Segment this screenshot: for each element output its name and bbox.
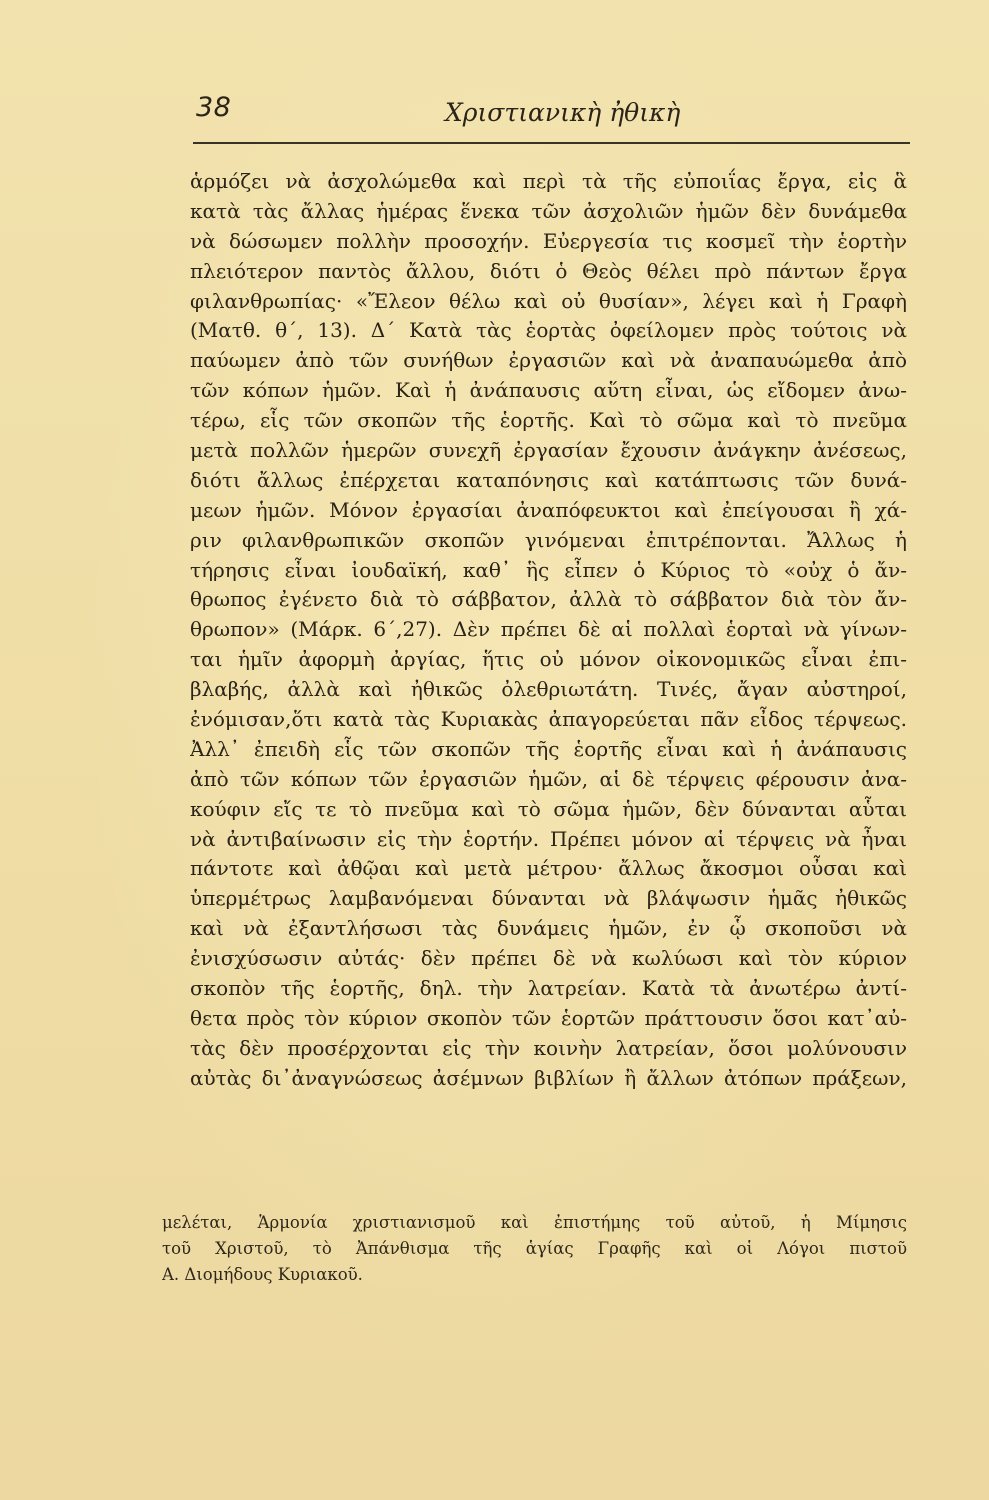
body-line: ἐνόμισαν,ὅτι κατὰ τὰς Κυριακὰς ἀπαγορεύεται πᾶν εἶδος τέρψεως. bbox=[190, 707, 907, 732]
body-line: θρωπον» (Μάρκ. 6΄,27). Δὲν πρέπει δὲ αἱ πολλαὶ ἑορταὶ νὰ γίνων- bbox=[190, 617, 907, 642]
body-line: σκοπὸν τῆς ἑορτῆς, δηλ. τὴν λατρείαν. Κατὰ τὰ ἀνωτέρω ἀντί- bbox=[190, 976, 907, 1001]
body-line: τήρησις εἶναι ἰουδαϊκή, καθ᾽ ἣς εἶπεν ὁ Κύριος τὸ «οὐχ ὁ ἄν- bbox=[190, 557, 907, 582]
body-line: αὐτὰς δι᾽ἀναγνώσεως ἀσέμνων βιβλίων ἢ ἄλλων ἀτόπων πράξεων, bbox=[190, 1065, 907, 1090]
body-line: νὰ δώσωμεν πολλὴν προσοχήν. Εὐεργεσία τις κοσμεῖ τὴν ἑορτὴν bbox=[190, 228, 907, 253]
page-number: 38 bbox=[196, 92, 232, 123]
body-line: βλαβής, ἀλλὰ καὶ ἠθικῶς ὀλεθριωτάτη. Τινές, ἄγαν αὐστηροί, bbox=[190, 677, 907, 702]
body-line: θετα πρὸς τὸν κύριον σκοπὸν τῶν ἑορτῶν πράττουσιν ὅσοι κατ᾽αὐ- bbox=[190, 1005, 907, 1030]
body-line: παύωμεν ἀπὸ τῶν συνήθων ἐργασιῶν καὶ νὰ ἀναπαυώμεθα ἀπὸ bbox=[190, 348, 907, 373]
footnote bbox=[162, 1210, 907, 1288]
body-line: ὑπερμέτρως λαμβανόμεναι δύνανται νὰ βλάψωσιν ἡμᾶς ἠθικῶς bbox=[190, 886, 907, 911]
body-line: ἐνισχύσωσιν αὐτάς· δὲν πρέπει δὲ νὰ κωλύωσι καὶ τὸν κύριον bbox=[190, 946, 907, 971]
footnote-line: τοῦ Χριστοῦ, τὸ Ἀπάνθισμα τῆς ἁγίας Γραφῆς καὶ οἱ Λόγοι πιστοῦ bbox=[162, 1239, 907, 1258]
body-line: τέρω, εἷς τῶν σκοπῶν τῆς ἑορτῆς. Καὶ τὸ σῶμα καὶ τὸ πνεῦμα bbox=[190, 408, 907, 433]
body-line: νὰ ἀντιβαίνωσιν εἰς τὴν ἑορτήν. Πρέπει μόνον αἱ τέρψεις νὰ ἦναι bbox=[190, 826, 907, 851]
body-line: διότι ἄλλως ἐπέρχεται καταπόνησις καὶ κατάπτωσις τῶν δυνά- bbox=[190, 467, 907, 492]
body-line: ἀπὸ τῶν κόπων τῶν ἐργασιῶν ἡμῶν, αἱ δὲ τέρψεις φέρουσιν ἀνα- bbox=[190, 766, 907, 791]
running-head: Χριστιανικὴ ἠθικὴ bbox=[445, 98, 681, 127]
header-rule bbox=[193, 142, 910, 144]
body-line: ται ἡμῖν ἀφορμὴ ἀργίας, ἥτις οὐ μόνον οἰκονομικῶς εἶναι ἐπι- bbox=[190, 647, 907, 672]
body-line: μεων ἡμῶν. Μόνον ἐργασίαι ἀναπόφευκτοι καὶ ἐπείγουσαι ἢ χά- bbox=[190, 497, 907, 522]
footnote-line: μελέται, Ἁρμονία χριστιανισμοῦ καὶ ἐπιστήμης τοῦ αὐτοῦ, ἡ Μίμησις bbox=[162, 1213, 907, 1232]
body-text bbox=[190, 167, 907, 1094]
body-line: πλειότερον παντὸς ἄλλου, διότι ὁ Θεὸς θέλει πρὸ πάντων ἔργα bbox=[190, 258, 907, 283]
body-line: κατὰ τὰς ἄλλας ἡμέρας ἕνεκα τῶν ἀσχολιῶν ἡμῶν δὲν δυνάμεθα bbox=[190, 198, 907, 223]
body-line: μετὰ πολλῶν ἡμερῶν συνεχῆ ἐργασίαν ἔχουσιν ἀνάγκην ἀνέσεως, bbox=[190, 438, 907, 463]
body-line: ἁρμόζει νὰ ἀσχολώμεθα καὶ περὶ τὰ τῆς εὐποιΐας ἔργα, εἰς ἃ bbox=[190, 169, 907, 193]
body-line: τὰς δὲν προσέρχονται εἰς τὴν κοινὴν λατρείαν, ὅσοι μολύνουσιν bbox=[190, 1035, 907, 1060]
body-line: Ἀλλ᾽ ἐπειδὴ εἷς τῶν σκοπῶν τῆς ἑορτῆς εἶναι καὶ ἡ ἀνάπαυσις bbox=[190, 736, 907, 761]
body-line: ριν φιλανθρωπικῶν σκοπῶν γινόμεναι ἐπιτρέπονται. Ἄλλως ἡ bbox=[190, 527, 907, 552]
body-line: φιλανθρωπίας· «Ἔλεον θέλω καὶ οὐ θυσίαν», λέγει καὶ ἡ Γραφὴ bbox=[190, 288, 907, 313]
body-line: πάντοτε καὶ ἀθῷαι καὶ μετὰ μέτρου· ἄλλως ἄκοσμοι οὖσαι καὶ bbox=[190, 856, 907, 881]
body-line: τῶν κόπων ἡμῶν. Καὶ ἡ ἀνάπαυσις αὕτη εἶναι, ὡς εἴδομεν ἀνω- bbox=[190, 378, 907, 403]
body-line: κούφιν εἴς τε τὸ πνεῦμα καὶ τὸ σῶμα ἡμῶν, δὲν δύνανται αὗται bbox=[190, 796, 907, 821]
footnote-line: Α. Διομήδους Κυριακοῦ. bbox=[162, 1265, 363, 1284]
body-line: θρωπος ἐγένετο διὰ τὸ σάββατον, ἀλλὰ τὸ σάββατον διὰ τὸν ἄν- bbox=[190, 587, 907, 612]
body-line: (Ματθ. θ΄, 13). Δ΄ Κατὰ τὰς ἑορτὰς ὀφείλομεν πρὸς τούτοις νὰ bbox=[190, 318, 907, 343]
body-line: καὶ νὰ ἐξαντλήσωσι τὰς δυνάμεις ἡμῶν, ἐν ᾧ σκοποῦσι νὰ bbox=[190, 916, 907, 941]
